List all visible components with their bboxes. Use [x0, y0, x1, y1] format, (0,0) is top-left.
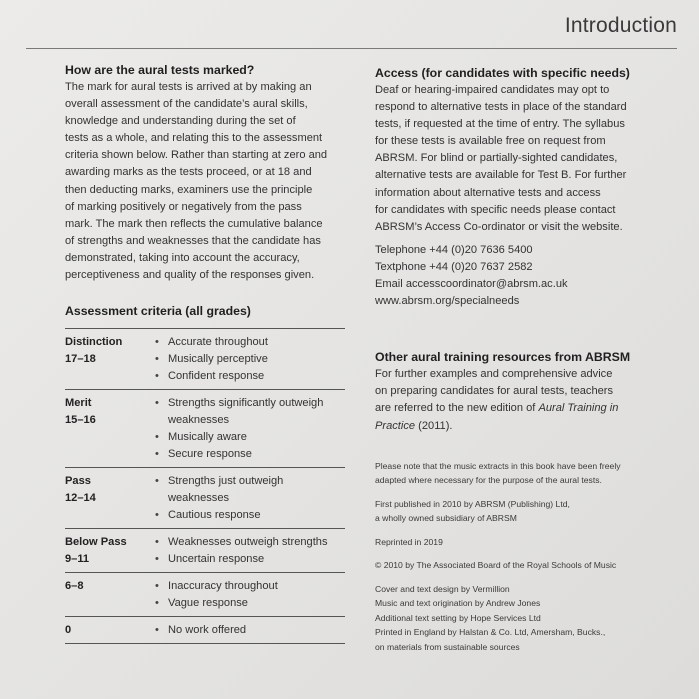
resources-line-1: For further examples and comprehensive advice: [375, 368, 613, 381]
criteria-point: • Uncertain response: [153, 551, 345, 568]
resources-line-4: (2011).: [415, 419, 453, 432]
note-line-2: adapted where necessary for the purpose of the aural tests.: [375, 475, 602, 486]
criteria-point: • Accurate throughout: [153, 334, 345, 351]
access-line: alternative tests are available for Test B. For further: [375, 169, 627, 182]
grade-name: 6–8: [65, 580, 84, 593]
published-line-1: First published in 2010 by ABRSM (Publishing) Ltd,: [375, 498, 570, 509]
criteria-heading: Assessment criteria (all grades): [65, 304, 251, 319]
access-heading: Access (for candidates with specific needs): [375, 66, 630, 80]
criteria-row: [65, 529, 345, 573]
criteria-points: [153, 534, 345, 568]
page-header-title: Introduction: [564, 14, 677, 37]
grade-name: Below Pass: [65, 536, 127, 549]
criteria-points: [153, 395, 345, 463]
email-line: Email accesscoordinator@abrsm.ac.uk: [375, 278, 568, 291]
reprint-line: Reprinted in 2019: [375, 536, 443, 547]
access-line: respond to alternative tests in place of the standard: [375, 101, 627, 114]
resources-paragraph: [375, 366, 665, 434]
book-title-part2: Practice: [375, 419, 416, 432]
published-line-2: a wholly owned subsidiary of ABRSM: [375, 513, 517, 524]
access-line: Deaf or hearing-impaired candidates may opt to: [375, 84, 610, 96]
website-line: www.abrsm.org/specialneeds: [375, 295, 520, 308]
grade-mark-range: 15–16: [65, 414, 96, 427]
criteria-point: • Secure response: [153, 446, 345, 463]
grade-name: Distinction: [65, 336, 123, 349]
telephone-line: Telephone +44 (0)20 7636 5400: [375, 243, 533, 256]
criteria-point: • Musically perceptive: [153, 351, 345, 368]
criteria-row: [65, 329, 345, 390]
access-line: information about alternative tests and access: [375, 186, 601, 199]
grade-name: Pass: [65, 475, 91, 488]
resources-line-3: are referred to the new edition of: [375, 402, 536, 415]
resources-section: [375, 350, 665, 434]
copyright-line: © 2010 by The Associated Board of the Royal Schools of Music: [375, 560, 617, 571]
criteria-points: [153, 622, 345, 639]
criteria-row: [65, 390, 345, 468]
access-line: ABRSM’s Access Co-ordinator or visit the website.: [375, 220, 623, 233]
publication-notes: [375, 459, 665, 655]
access-line: for these tests is available free on request from: [375, 135, 606, 148]
marking-heading: How are the aural tests marked?: [65, 63, 255, 77]
marking-line: criteria shown below. Rather than starting at zero and: [65, 149, 328, 162]
marking-line: awarding marks as the tests proceed, or at 18 and: [65, 166, 312, 179]
access-line: ABRSM. For blind or partially-sighted candidates,: [375, 152, 618, 165]
criteria-row: [65, 617, 345, 644]
marking-line: then deducting marks, examiners use the principle: [65, 183, 313, 196]
marking-line: mark. The mark then reflects the cumulative balance: [65, 217, 323, 230]
marking-line: perceptiveness and quality of the responses given.: [65, 269, 315, 282]
marking-paragraph: [65, 79, 347, 284]
grade-name: 0: [65, 624, 72, 637]
credit-line-5: on materials from sustainable sources: [375, 641, 520, 652]
marking-line: of marking positively or negatively from the pass: [65, 200, 302, 213]
criteria-point: • Inaccuracy throughout: [153, 578, 345, 595]
credit-line-4: Printed in England by Halstan & Co. Ltd, Amersham, Bucks.,: [375, 627, 606, 638]
criteria-points: [153, 473, 345, 524]
marking-line: tests as a whole, and relating this to the assessment: [65, 132, 323, 145]
criteria-row: [65, 573, 345, 617]
marking-line: overall assessment of the candidate’s aural skills,: [65, 98, 308, 111]
marking-line: The mark for aural tests is arrived at by making an: [65, 81, 312, 93]
criteria-points: [153, 334, 345, 385]
assessment-criteria-table: [65, 328, 345, 644]
credit-line-2: Music and text origination by Andrew Jones: [375, 598, 541, 609]
access-line: tests, if requested at the time of entry. The syllabus: [375, 118, 625, 131]
grade-mark-range: 9–11: [65, 553, 90, 566]
criteria-point: • Vague response: [153, 595, 345, 612]
marking-line: knowledge and understanding during the set of: [65, 115, 296, 128]
criteria-point: • Musically aware: [153, 429, 345, 446]
resources-heading: Other aural training resources from ABRSM: [375, 350, 631, 365]
access-line: for candidates with specific needs please contact: [375, 203, 616, 216]
criteria-points: [153, 578, 345, 612]
criteria-point: • Weaknesses outweigh strengths: [153, 534, 345, 551]
contact-block: [375, 242, 665, 310]
criteria-point: • Strengths just outweigh weaknesses: [153, 473, 345, 507]
criteria-point: • No work offered: [153, 622, 345, 639]
criteria-point: • Cautious response: [153, 507, 345, 524]
header-rule: [26, 48, 677, 49]
access-paragraph: [375, 82, 665, 236]
book-title-part1: Aural Training in: [538, 402, 619, 415]
credit-line-3: Additional text setting by Hope Services Ltd: [375, 612, 541, 623]
grade-mark-range: 12–14: [65, 492, 96, 505]
criteria-row: [65, 468, 345, 529]
left-column: [65, 63, 347, 644]
marking-line: demonstrated, taking into account the accuracy,: [65, 251, 300, 264]
note-line-1: Please note that the music extracts in this book have been freely: [375, 460, 621, 471]
grade-name: Merit: [65, 397, 92, 410]
resources-line-2: on preparing candidates for aural tests, teachers: [375, 385, 614, 398]
marking-line: of strengths and weaknesses that the candidate has: [65, 234, 321, 247]
credit-line-1: Cover and text design by Vermillion: [375, 583, 510, 594]
grade-mark-range: 17–18: [65, 353, 96, 366]
criteria-point: • Confident response: [153, 368, 345, 385]
textphone-line: Textphone +44 (0)20 7637 2582: [375, 260, 533, 273]
right-column: [375, 66, 665, 654]
criteria-point: • Strengths significantly outweigh weaknesses: [153, 395, 345, 429]
